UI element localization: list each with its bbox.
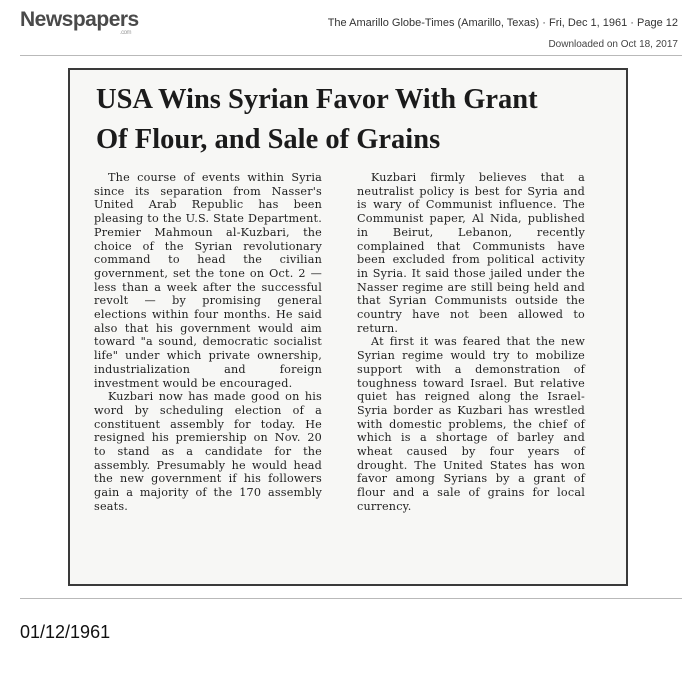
- paragraph: The course of events within Syria since its separation from Nasser's United Arab Republic has been pleasing to the U.S. State Department. Premier Mahmoun al-Kuzbari, the choice of the Syrian revolutionary command to head the civilian government, set the tone on Oct. 2 — less than a week after the successful revolt — by promising general elections within four months. He said also that his government would aim toward "a sound, democratic socialist life" under which private ownership, industrialization and foreign investment would be encouraged.: [94, 171, 322, 390]
- article-headline: [96, 80, 596, 160]
- paragraph: Kuzbari firmly believes that a neutralist policy is best for Syria and is wary of Communist influence. The Communist paper, Al Nida, published in Beirut, Lebanon, recently complained that Communists have been excluded from political activity in Syria. It said those jailed under the Nasser regime are still being held and that Syrian Communists outside the country have not been allowed to return.: [357, 171, 585, 335]
- newspapers-logo[interactable]: [20, 8, 139, 36]
- paragraph: At first it was feared that the new Syrian regime would try to mobilize support with a demonstration of toughness toward Israel. But relative quiet has reigned along the Israel-Syria border as Kuzbari has wrestled with domestic problems, the chief of which is a shortage of barley and wheat caused by four years of drought. The United States has won favor among Syrians by a grant of flour and a sale of grains for local currency.: [357, 335, 585, 513]
- paragraph: Kuzbari now has made good on his word by scheduling election of a constituent assembly for today. He resigned his premiership on Nov. 20 to stand as a candidate for the assembly. Presumably he would head the new government if his followers gain a majority of the 170 assembly seats.: [94, 390, 322, 513]
- article-column-left: [94, 171, 322, 514]
- date-label: 01/12/1961: [20, 622, 111, 642]
- download-date: Downloaded on Oct 18, 2017: [548, 39, 678, 50]
- logo-subtext: .com: [120, 30, 132, 36]
- source-citation: The Amarillo Globe-Times (Amarillo, Texas) · Fri, Dec 1, 1961 · Page 12: [327, 17, 678, 29]
- headline-line-1: USA Wins Syrian Favor With Grant: [96, 84, 538, 115]
- newspaper-clipping: [68, 68, 628, 586]
- footer-divider: [20, 598, 682, 599]
- header-divider: [20, 55, 682, 56]
- article-column-right: [357, 171, 585, 514]
- headline-line-2: Of Flour, and Sale of Grains: [96, 124, 441, 155]
- logo-text: Newspapers: [20, 8, 139, 31]
